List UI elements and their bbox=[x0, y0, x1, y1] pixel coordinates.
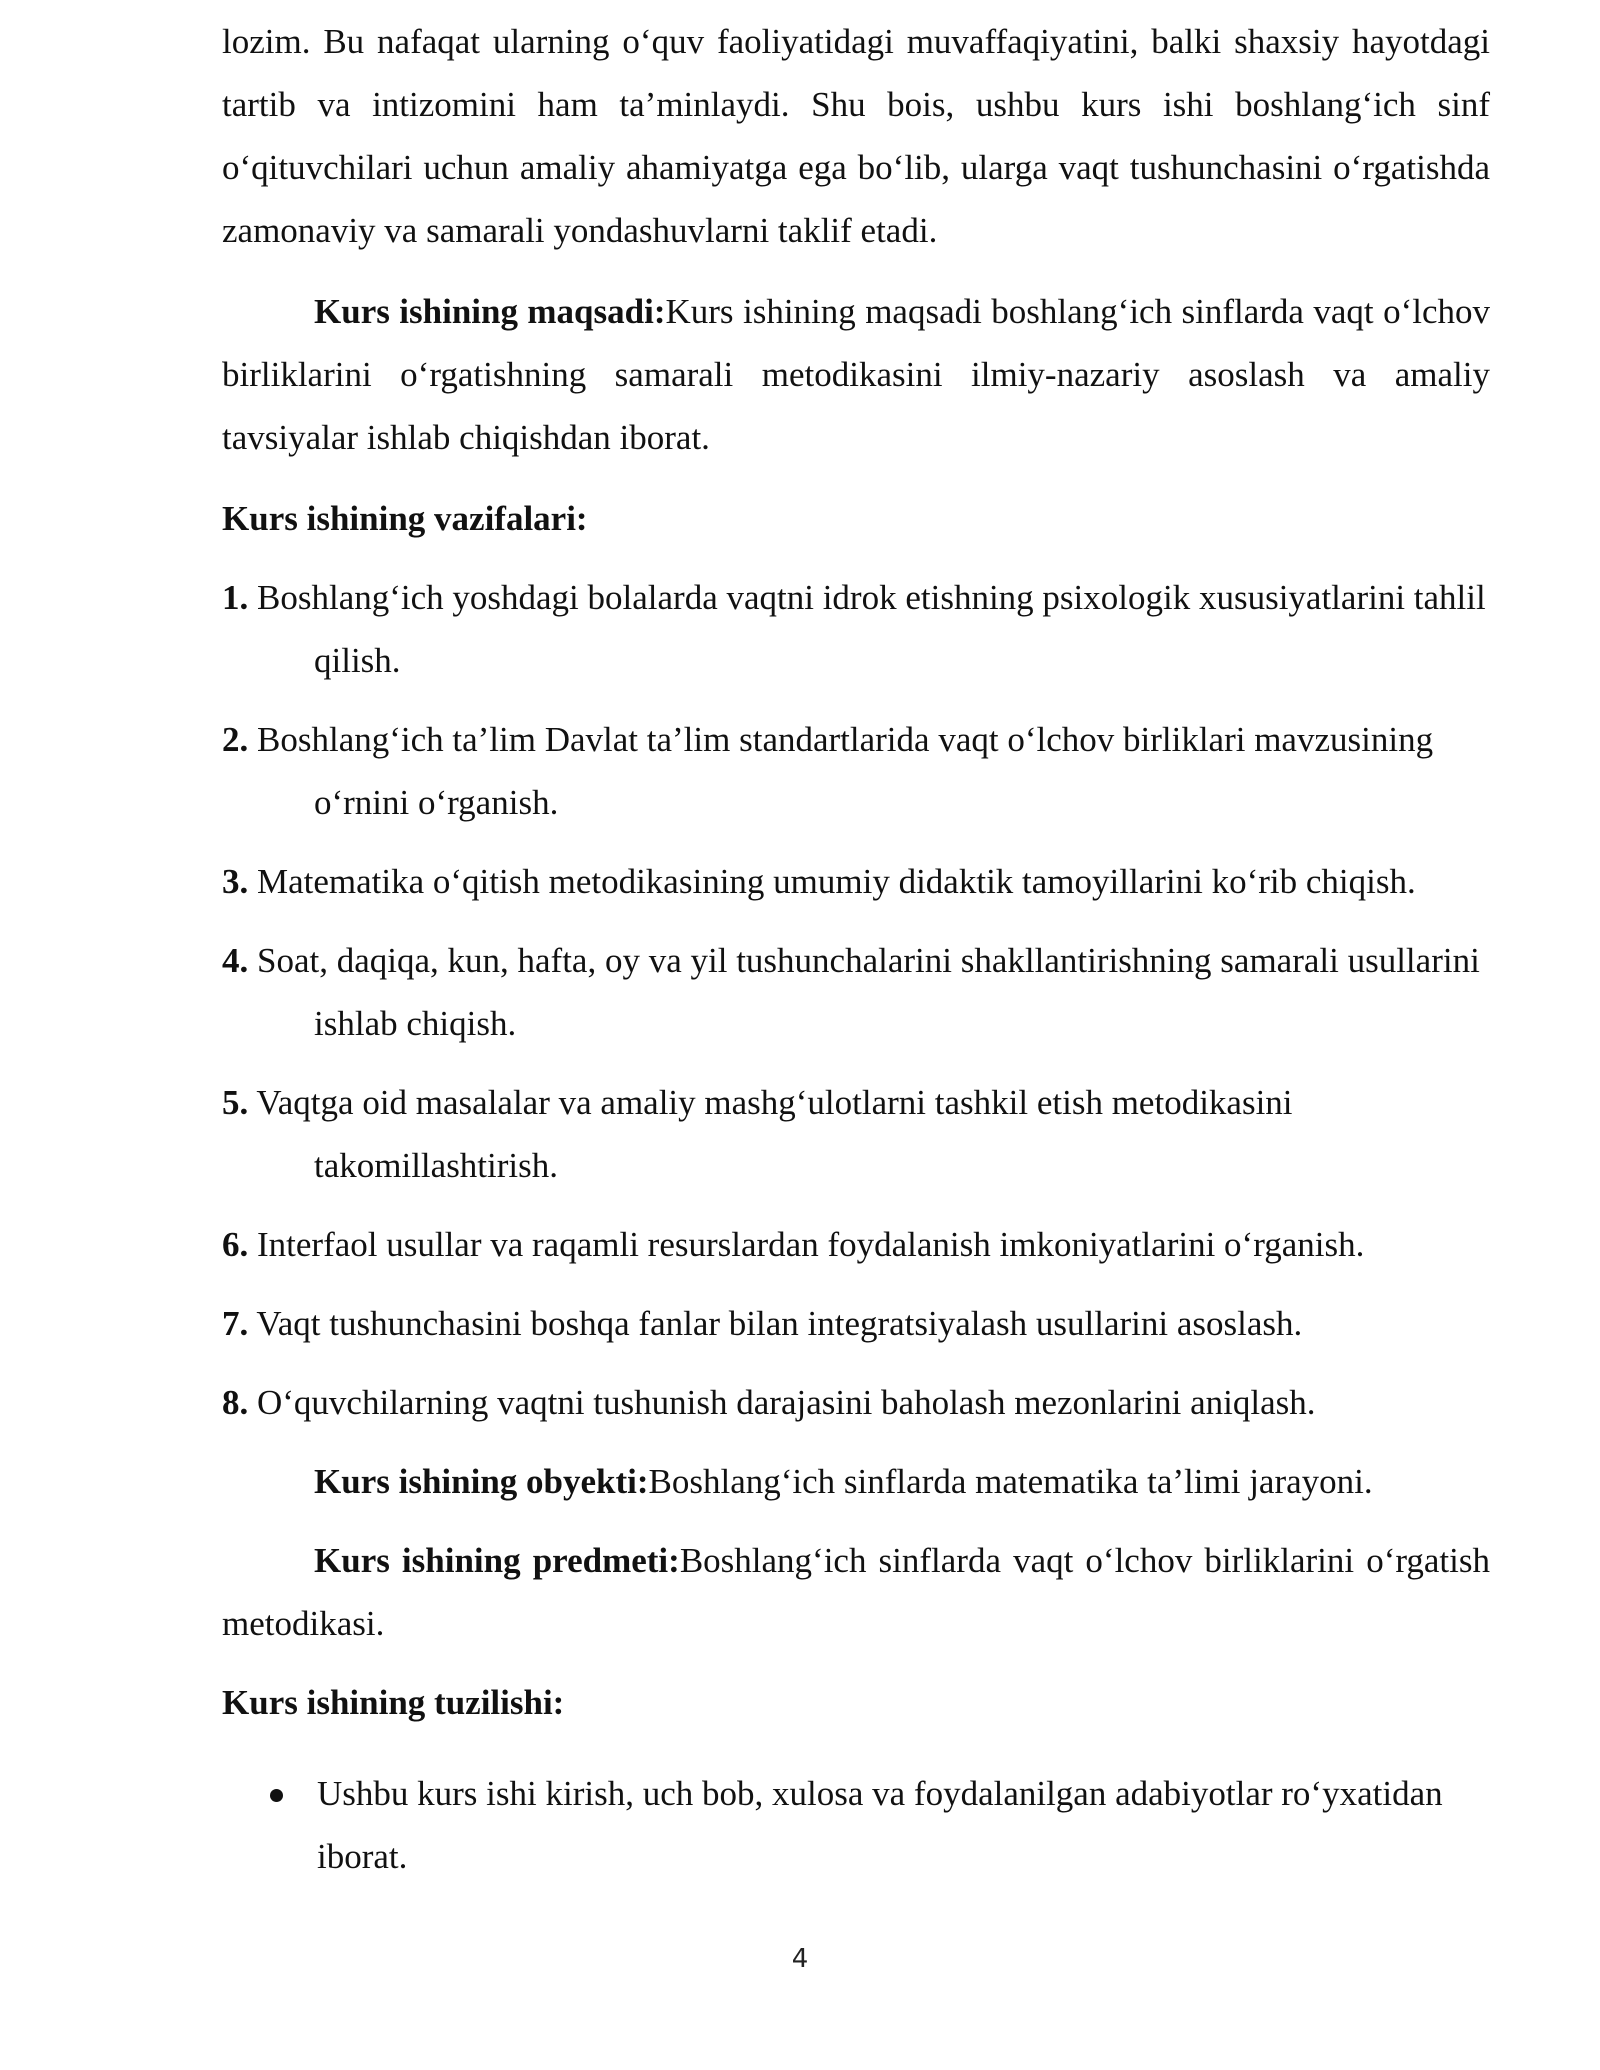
task-text: Matematika o‘qitish metodikasining umumiy didaktik tamoyillarini ko‘rib chiqish. bbox=[257, 862, 1416, 901]
page-number: 4 bbox=[791, 1944, 809, 1974]
intro-paragraph: lozim. Bu nafaqat ularning o‘quv faoliyatidagi muvaffaqiyatini, balki shaxsiy hayotdagi tartib va intizomini ham ta’minlaydi. Shu bois, ushbu kurs ishi boshlang‘ich sinf o‘qituvchilari uchun amaliy ahamiyatga ega bo‘lib, ularga vaqt tushunchasini o‘rgatishda zamonaviy va samarali yondashuvlarni taklif etadi. bbox=[222, 22, 1490, 250]
structure-bullet-item bbox=[222, 1762, 1490, 1888]
task-number: 2. bbox=[222, 720, 249, 759]
tasks-heading: Kurs ishining vazifalari: bbox=[222, 499, 588, 538]
object-label: Kurs ishining obyekti: bbox=[314, 1462, 649, 1501]
task-item bbox=[222, 566, 1490, 692]
task-item bbox=[222, 929, 1490, 1055]
task-text: Vaqt tushunchasini boshqa fanlar bilan integratsiyalash usullarini asoslash. bbox=[256, 1304, 1303, 1343]
task-item bbox=[222, 1371, 1490, 1434]
goal-text: Kurs ishining maqsadi boshlang‘ich sinflarda vaqt o‘lchov birliklarini o‘rgatishning samarali metodikasini ilmiy-nazariy asoslash va amaliy tavsiyalar ishlab chiqishdan iborat. bbox=[222, 292, 1490, 457]
task-number: 4. bbox=[222, 941, 249, 980]
goal-label: Kurs ishining maqsadi: bbox=[314, 292, 666, 331]
task-item bbox=[222, 850, 1490, 913]
task-number: 8. bbox=[222, 1383, 249, 1422]
task-text: Boshlang‘ich yoshdagi bolalarda vaqtni idrok etishning psixologik xususiyatlarini tahlil qilish. bbox=[257, 578, 1486, 680]
subject-label: Kurs ishining predmeti: bbox=[314, 1541, 680, 1580]
task-item bbox=[222, 1292, 1490, 1355]
task-item bbox=[222, 1213, 1490, 1276]
task-number: 7. bbox=[222, 1304, 249, 1343]
subject-text: Boshlang‘ich sinflarda vaqt o‘lchov birliklarini o‘rgatish metodikasi. bbox=[222, 1541, 1490, 1643]
task-number: 6. bbox=[222, 1225, 249, 1264]
document-page bbox=[222, 10, 1490, 1888]
goal-paragraph bbox=[222, 280, 1490, 469]
task-number: 5. bbox=[222, 1083, 249, 1122]
task-item bbox=[222, 708, 1490, 834]
task-text: Interfaol usullar va raqamli resurslardan foydalanish imkoniyatlarini o‘rganish. bbox=[257, 1225, 1365, 1264]
tasks-list bbox=[222, 566, 1490, 1434]
object-paragraph bbox=[222, 1450, 1490, 1513]
structure-heading: Kurs ishining tuzilishi: bbox=[222, 1683, 565, 1722]
task-item bbox=[222, 1071, 1490, 1197]
structure-bullet-text: Ushbu kurs ishi kirish, uch bob, xulosa va foydalanilgan adabiyotlar ro‘yxatidan iborat. bbox=[317, 1774, 1443, 1876]
bullet-icon bbox=[270, 1789, 283, 1802]
object-text: Boshlang‘ich sinflarda matematika ta’limi jarayoni. bbox=[648, 1462, 1373, 1501]
subject-paragraph bbox=[222, 1529, 1490, 1655]
task-text: O‘quvchilarning vaqtni tushunish darajasini baholash mezonlarini aniqlash. bbox=[257, 1383, 1316, 1422]
task-text: Vaqtga oid masalalar va amaliy mashg‘ulotlarni tashkil etish metodikasini takomillashtirish. bbox=[256, 1083, 1293, 1185]
task-text: Soat, daqiqa, kun, hafta, oy va yil tushunchalarini shakllantirishning samarali usullarini ishlab chiqish. bbox=[257, 941, 1480, 1043]
task-number: 3. bbox=[222, 862, 249, 901]
task-text: Boshlang‘ich ta’lim Davlat ta’lim standartlarida vaqt o‘lchov birliklari mavzusining o‘rnini o‘rganish. bbox=[257, 720, 1434, 822]
task-number: 1. bbox=[222, 578, 249, 617]
